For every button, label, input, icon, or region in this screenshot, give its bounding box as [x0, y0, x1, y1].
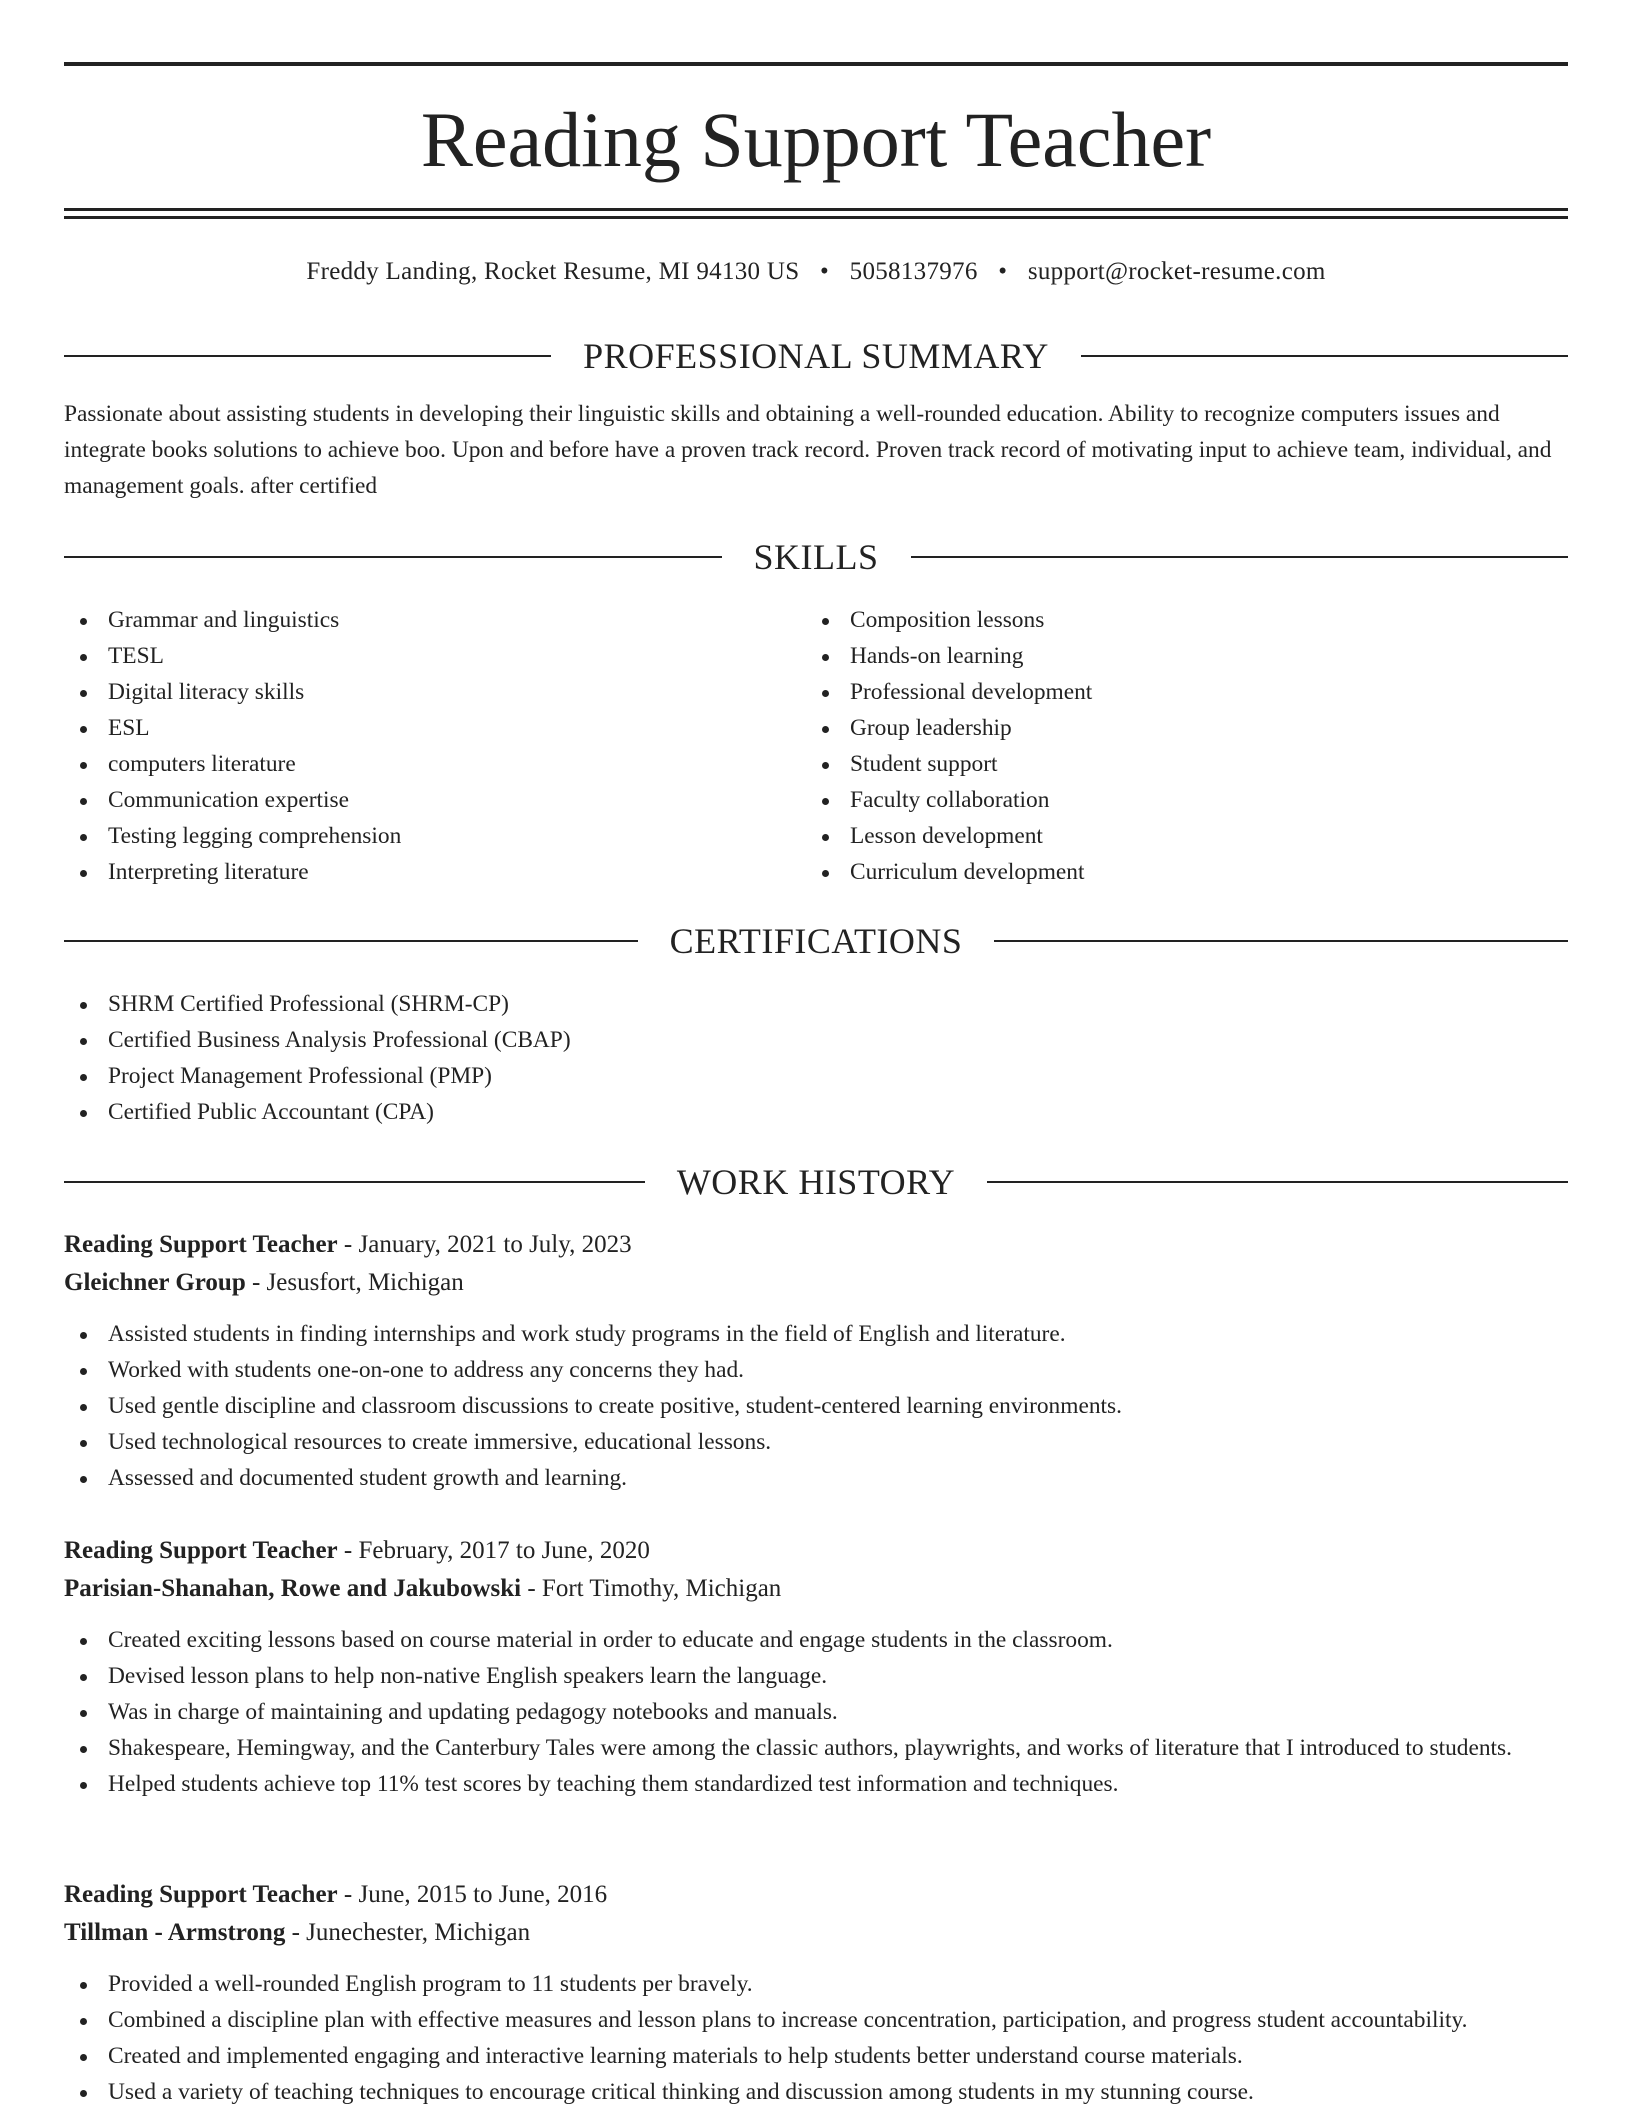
skill-item: Professional development: [806, 674, 1506, 710]
job-company-line: [64, 1264, 1568, 1302]
job-company: Parisian-Shanahan, Rowe and Jakubowski: [64, 1575, 522, 1602]
divider: [64, 355, 551, 357]
job-bullet: Provided a well-rounded English program to 11 students per bravely.: [64, 1966, 1568, 2002]
summary-heading: [64, 334, 1568, 378]
divider: [64, 556, 722, 558]
job-company: Tillman - Armstrong: [64, 1919, 286, 1946]
job-bullet: Shakespeare, Hemingway, and the Canterbury Tales were among the classic authors, playwrights, and works of literature that I introduced to students.: [64, 1730, 1568, 1766]
skill-item: Grammar and linguistics: [64, 602, 764, 638]
skill-item: Lesson development: [806, 818, 1506, 854]
certification-item: Certified Business Analysis Professional (CBAP): [64, 1022, 1568, 1058]
job-entry: [64, 1226, 1568, 1496]
job-bullet: Helped students achieve top 11% test scores by teaching them standardized test information and techniques.: [64, 1766, 1568, 1802]
job-bullet: Assessed and documented student growth and learning.: [64, 1460, 1568, 1496]
title-rule-upper: [64, 208, 1568, 211]
job-title: Reading Support Teacher: [64, 1537, 338, 1564]
section-title: PROFESSIONAL SUMMARY: [583, 336, 1049, 376]
section-title: CERTIFICATIONS: [669, 921, 963, 961]
certification-item: Project Management Professional (PMP): [64, 1058, 1568, 1094]
job-title-line: [64, 1876, 1568, 1914]
job-location: - Fort Timothy, Michigan: [521, 1575, 782, 1602]
job-bullet: Created and implemented engaging and interactive learning materials to help students better understand course materials.: [64, 2038, 1568, 2074]
job-bullet: Created exciting lessons based on course material in order to educate and engage students in the classroom.: [64, 1622, 1568, 1658]
skill-item: Interpreting literature: [64, 854, 764, 890]
contact-separator: •: [820, 258, 830, 285]
job-dates: - January, 2021 to July, 2023: [337, 1231, 632, 1258]
divider: [987, 1181, 1568, 1183]
job-bullet: Used technological resources to create immersive, educational lessons.: [64, 1424, 1568, 1460]
job-entry: [64, 1532, 1568, 1802]
divider: [994, 940, 1568, 942]
skill-item: Curriculum development: [806, 854, 1506, 890]
job-bullet: Assisted students in finding internships and work study programs in the field of English and literature.: [64, 1316, 1568, 1352]
certifications-heading: [64, 919, 1568, 963]
section-title: SKILLS: [753, 537, 879, 577]
job-company-line: [64, 1570, 1568, 1608]
skill-item: Digital literacy skills: [64, 674, 764, 710]
job-bullet: Devised lesson plans to help non-native English speakers learn the language.: [64, 1658, 1568, 1694]
job-title: Reading Support Teacher: [64, 1231, 338, 1258]
job-bullets: [64, 1966, 1568, 2110]
skill-item: Composition lessons: [806, 602, 1506, 638]
job-bullet: Used gentle discipline and classroom discussions to create positive, student-centered learning environments.: [64, 1388, 1568, 1424]
skill-item: Hands-on learning: [806, 638, 1506, 674]
skills-column-right: [806, 602, 1506, 890]
job-company: Gleichner Group: [64, 1269, 246, 1296]
skill-item: Group leadership: [806, 710, 1506, 746]
job-location: - Jesusfort, Michigan: [245, 1269, 464, 1296]
job-dates: - June, 2015 to June, 2016: [337, 1881, 608, 1908]
certifications-list: [64, 986, 1568, 1130]
job-bullets: [64, 1622, 1568, 1802]
job-bullet: Combined a discipline plan with effective measures and lesson plans to increase concentration, participation, and progress student accountability.: [64, 2002, 1568, 2038]
skill-item: Communication expertise: [64, 782, 764, 818]
work-history-heading: [64, 1160, 1568, 1204]
job-bullet: Used a variety of teaching techniques to encourage critical thinking and discussion among students in my stunning course.: [64, 2074, 1568, 2110]
title-rule-lower: [64, 216, 1568, 219]
job-company-line: [64, 1914, 1568, 1952]
skill-item: computers literature: [64, 746, 764, 782]
contact-address: Freddy Landing, Rocket Resume, MI 94130 US: [306, 258, 800, 285]
job-bullets: [64, 1316, 1568, 1496]
job-title-line: [64, 1226, 1568, 1264]
divider: [64, 1181, 645, 1183]
job-bullet: Was in charge of maintaining and updating pedagogy notebooks and manuals.: [64, 1694, 1568, 1730]
job-entry: [64, 1876, 1568, 2110]
skill-item: Faculty collaboration: [806, 782, 1506, 818]
certifications-list-wrapper: [64, 986, 1568, 1130]
certification-item: SHRM Certified Professional (SHRM-CP): [64, 986, 1568, 1022]
job-bullet: Worked with students one-on-one to address any concerns they had.: [64, 1352, 1568, 1388]
job-location: - Junechester, Michigan: [285, 1919, 531, 1946]
section-title: WORK HISTORY: [676, 1162, 956, 1202]
divider: [911, 556, 1569, 558]
top-rule: [64, 62, 1568, 66]
divider: [64, 940, 638, 942]
job-dates: - February, 2017 to June, 2020: [337, 1537, 650, 1564]
contact-email: support@rocket-resume.com: [1027, 258, 1326, 285]
certification-item: Certified Public Accountant (CPA): [64, 1094, 1568, 1130]
page-title: Reading Support Teacher: [420, 96, 1212, 183]
contact-phone: 5058137976: [849, 258, 978, 285]
skill-item: TESL: [64, 638, 764, 674]
skills-column-left: [64, 602, 764, 890]
skill-item: Testing legging comprehension: [64, 818, 764, 854]
divider: [1081, 355, 1568, 357]
skill-item: Student support: [806, 746, 1506, 782]
job-title: Reading Support Teacher: [64, 1881, 338, 1908]
skills-heading: [64, 535, 1568, 579]
skill-item: ESL: [64, 710, 764, 746]
contact-line: [64, 254, 1568, 290]
skills-list-left: [64, 602, 764, 890]
skills-list-right: [806, 602, 1506, 890]
contact-separator: •: [998, 258, 1008, 285]
summary-text: Passionate about assisting students in developing their linguistic skills and obtaining a well-rounded education. Ability to recognize computers issues and integrate books solutions to achieve boo. Upon and before have a proven track record. Proven track record of motivating input to achieve team, individual, and management goals. after certified: [64, 401, 1552, 499]
job-title-line: [64, 1532, 1568, 1570]
